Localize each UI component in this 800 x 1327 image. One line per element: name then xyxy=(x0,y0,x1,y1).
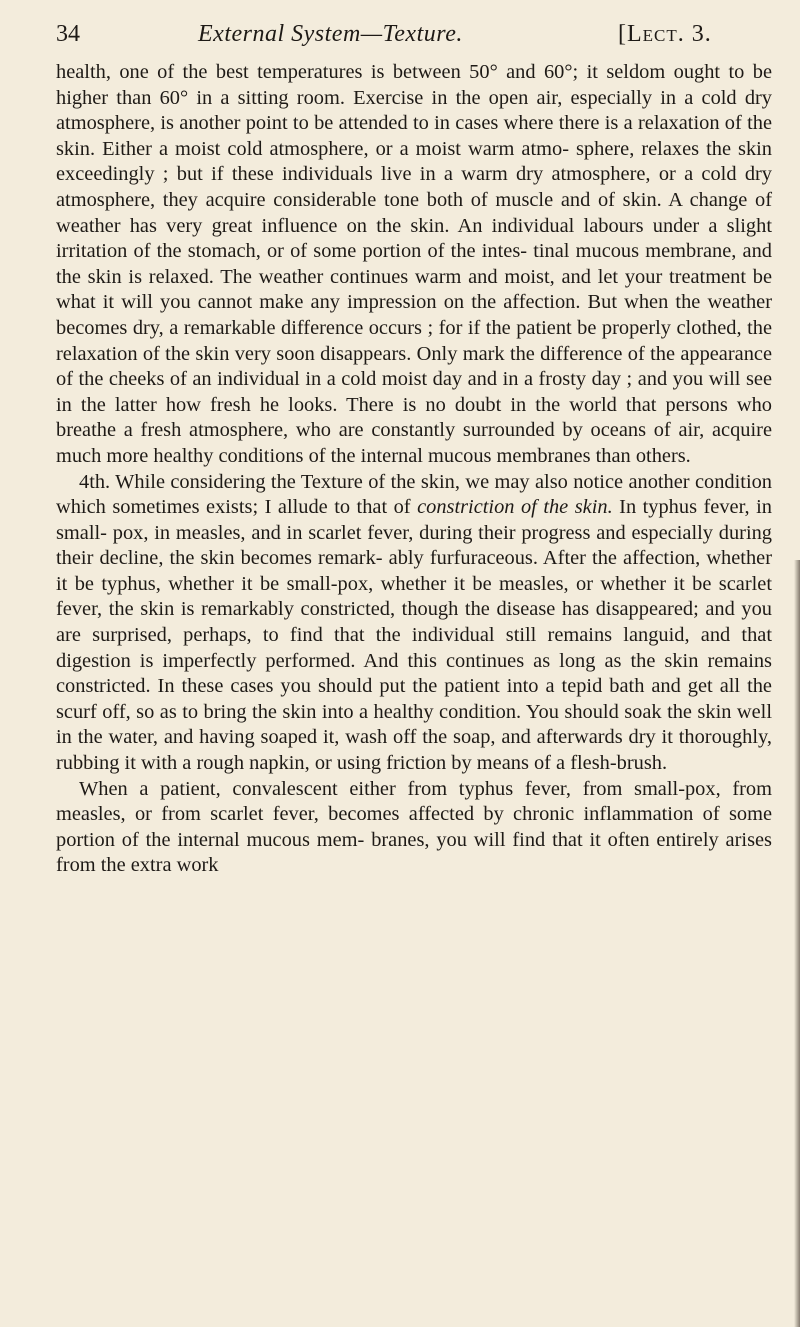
body-text xyxy=(56,60,772,879)
lecture-number: . 3. xyxy=(677,21,712,47)
running-head xyxy=(56,14,772,54)
paragraph-convalescent: When a patient, convalescent either from typhus fever, from small-pox, from measles, or from scarlet fever, becomes affected by chronic inflammation of some portion of the internal mucous mem- branes, you will find that it often entirely arises from the extra work xyxy=(56,777,772,877)
page-number: 34 xyxy=(56,21,80,47)
paragraph-constriction xyxy=(56,470,772,777)
page-edge-shadow xyxy=(794,560,800,1327)
lecture-label: Lect xyxy=(627,21,678,47)
paragraph-text: 4th. While considering the Texture of the skin, we may also notice another condition which sometimes exists; I allude to that of xyxy=(56,470,772,519)
italic-term: constriction of the skin. xyxy=(417,496,613,519)
running-title: External System—Texture. xyxy=(198,21,463,47)
paragraph-text: In typhus fever, in small- pox, in measles, and in scarlet fever, during their progress and especially during their decline, the skin becomes remark- ably furfuraceous. After the affection, whether it be typhus, whether it be small-pox, whether it be measles, or whether it be scarlet fever, the skin is remarkably constricted, though the disease has disappeared; and you are surprised, perhaps, to find that the individual still remains languid, and that digestion is imperfectly performed. And this continues as long as the skin remains constricted. In these cases you should put the patient into a tepid bath and get all the scurf off, so as to bring the skin into a healthy condition. You should soak the skin well in the water, and having soaped it, wash off the soap, and afterwards dry it thoroughly, rubbing it with a rough napkin, or using friction by means of a flesh-brush. xyxy=(56,496,772,775)
lecture-bracket: [ xyxy=(618,21,627,47)
paragraph-continuation: health, one of the best temperatures is between 50° and 60°; it seldom ought to be higher than 60° in a sitting room. Exercise in the open air, especially in a cold dry atmosphere, is another point to be attended to in cases where there is a relaxation of the skin. Either a moist cold atmosphere, or a moist warm atmo- sphere, relaxes the skin exceedingly ; but if these individuals live in a warm dry atmosphere, or a cold dry atmosphere, they acquire considerable tone both of muscle and of skin. A change of weather has very great influence on the skin. An individual labours under a slight irritation of the stomach, or of some portion of the intes- tinal mucous membrane, and the skin is relaxed. The weather continues warm and moist, and let your treatment be what it will you cannot make any impression on the affection. But when the weather becomes dry, a remarkable difference occurs ; for if the patient be properly clothed, the relaxation of the skin very soon disappears. Only mark the difference of the appearance of the cheeks of an individual in a cold moist day and in a frosty day ; and you will see in the latter how fresh he looks. There is no doubt in the world that persons who breathe a fresh atmosphere, who are constantly surrounded by oceans of air, acquire much more healthy conditions of the internal mucous membranes than others. xyxy=(56,61,772,467)
lecture-reference xyxy=(618,14,712,54)
